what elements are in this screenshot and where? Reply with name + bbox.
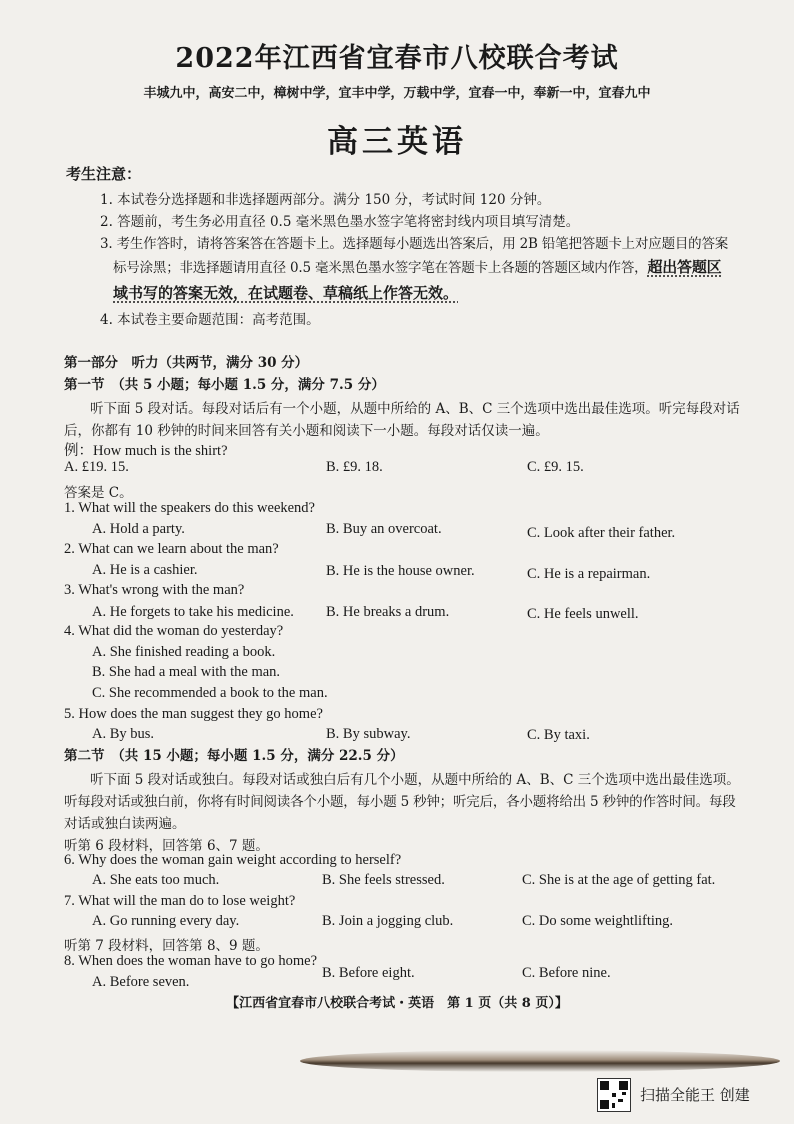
scanner-watermark: 扫描全能王 创建 <box>640 1086 750 1104</box>
question-8-option-c: C. Before nine. <box>522 965 611 981</box>
material-7-note: 听第 7 段材料，回答第 8、9 题。 <box>64 938 269 954</box>
question-6-option-b: B. She feels stressed. <box>322 872 445 888</box>
question-6-option-a: A. She eats too much. <box>92 872 220 888</box>
exam-title: 2022年江西省宜春市八校联合考试 <box>175 43 619 74</box>
section2-heading: 第二节 （共 15 小题；每小题 1.5 分，满分 22.5 分） <box>64 748 404 764</box>
school-list: 丰城九中，高安二中，樟树中学，宜丰中学，万载中学，宜春一中，奉新一中，宜春九中 <box>143 86 651 101</box>
example-option-b: B. £9. 18. <box>326 459 383 475</box>
question-1-option-a: A. Hold a party. <box>92 521 185 537</box>
question-1-option-b: B. Buy an overcoat. <box>326 521 442 537</box>
subject-title: 高三英语 <box>327 124 467 160</box>
question-3-option-b: B. He breaks a drum. <box>326 604 450 620</box>
question-2-stem: 2. What can we learn about the man? <box>64 541 279 557</box>
section1-instruction-1: 听下面 5 段对话。每段对话后有一个小题，从题中所给的 A、B、C 三个选项中选出最佳选项。听完每段对话 <box>90 401 740 417</box>
section1-heading: 第一节 （共 5 小题；每小题 1.5 分，满分 7.5 分） <box>64 377 385 393</box>
question-4-option-b: B. She had a meal with the man. <box>92 664 281 680</box>
notice-item-3-line-1: 3. 考生作答时，请将答案答在答题卡上。选择题每小题选出答案后，用 2B 铅笔把答题卡上对应题目的答案 <box>100 236 729 252</box>
part1-heading: 第一部分 听力（共两节，满分 30 分） <box>64 355 309 371</box>
question-8-option-b: B. Before eight. <box>322 965 415 981</box>
notice-item-3-text: 标号涂黑；非选择题请用直径 0.5 毫米黑色墨水签字笔在答题卡上各题的答题区域内作答， <box>113 260 648 276</box>
notice-emphasis-1: 超出答题区 <box>647 258 722 276</box>
notice-item-4: 4. 本试卷主要命题范围：高考范围。 <box>100 312 320 328</box>
qr-code-icon <box>597 1078 631 1112</box>
question-5-option-a: A. By bus. <box>92 726 155 742</box>
question-4-stem: 4. What did the woman do yesterday? <box>64 623 284 639</box>
question-2-option-b: B. He is the house owner. <box>326 563 475 579</box>
notice-item-3-line-2 <box>113 256 721 277</box>
question-3-option-a: A. He forgets to take his medicine. <box>92 604 294 620</box>
question-8-stem: 8. When does the woman have to go home? <box>64 953 318 969</box>
notice-item-2: 2. 答题前，考生务必用直径 0.5 毫米黑色墨水签字笔将密封线内项目填写清楚。 <box>100 214 580 230</box>
section1-instruction-2: 后，你都有 10 秒钟的时间来回答有关小题和阅读下一小题。每段对话仅读一遍。 <box>64 423 549 439</box>
question-2-option-a: A. He is a cashier. <box>92 562 198 578</box>
question-6-option-c: C. She is at the age of getting fat. <box>522 872 716 888</box>
question-2-option-c: C. He is a repairman. <box>527 566 651 582</box>
page-footer: 【江西省宜春市八校联合考试・英语 第 1 页（共 8 页）】 <box>226 996 568 1011</box>
question-3-stem: 3. What's wrong with the man? <box>64 582 245 598</box>
question-7-option-b: B. Join a jogging club. <box>322 913 454 929</box>
example-answer: 答案是 C。 <box>64 485 133 501</box>
question-7-stem: 7. What will the man do to lose weight? <box>64 893 296 909</box>
notice-heading: 考生注意： <box>66 165 142 183</box>
example-option-a: A. £19. 15. <box>64 459 129 475</box>
question-7-option-c: C. Do some weightlifting. <box>522 913 674 929</box>
question-5-option-c: C. By taxi. <box>527 727 590 743</box>
section2-instruction-1: 听下面 5 段对话或独白。每段对话或独白后有几个小题，从题中所给的 A、B、C 三个选项中选出最佳选项。 <box>90 772 740 788</box>
question-1-stem: 1. What will the speakers do this weekend? <box>64 500 315 516</box>
example-option-c: C. £9. 15. <box>527 459 584 475</box>
section2-instruction-2: 听每段对话或独白前，你将有时间阅读各个小题，每小题 5 秒钟；听完后，各小题将给出 5 秒钟的作答时间。每段 <box>64 794 736 810</box>
example-question: 例：How much is the shirt? <box>64 443 228 459</box>
question-5-stem: 5. How does the man suggest they go home? <box>64 706 323 722</box>
question-4-option-a: A. She finished reading a book. <box>92 644 276 660</box>
question-5-option-b: B. By subway. <box>326 726 411 742</box>
question-3-option-c: C. He feels unwell. <box>527 606 639 622</box>
material-6-note: 听第 6 段材料，回答第 6、7 题。 <box>64 838 269 854</box>
scan-shadow <box>300 1050 780 1072</box>
question-8-option-a: A. Before seven. <box>92 974 190 990</box>
question-6-stem: 6. Why does the woman gain weight according to herself? <box>64 852 402 868</box>
notice-item-1: 1. 本试卷分选择题和非选择题两部分。满分 150 分，考试时间 120 分钟。 <box>100 192 551 208</box>
section2-instruction-3: 对话或独白读两遍。 <box>64 816 186 832</box>
question-7-option-a: A. Go running every day. <box>92 913 240 929</box>
question-1-option-c: C. Look after their father. <box>527 525 676 541</box>
question-4-option-c: C. She recommended a book to the man. <box>92 685 328 701</box>
notice-emphasis-2: 域书写的答案无效，在试题卷、草稿纸上作答无效。 <box>113 284 459 302</box>
